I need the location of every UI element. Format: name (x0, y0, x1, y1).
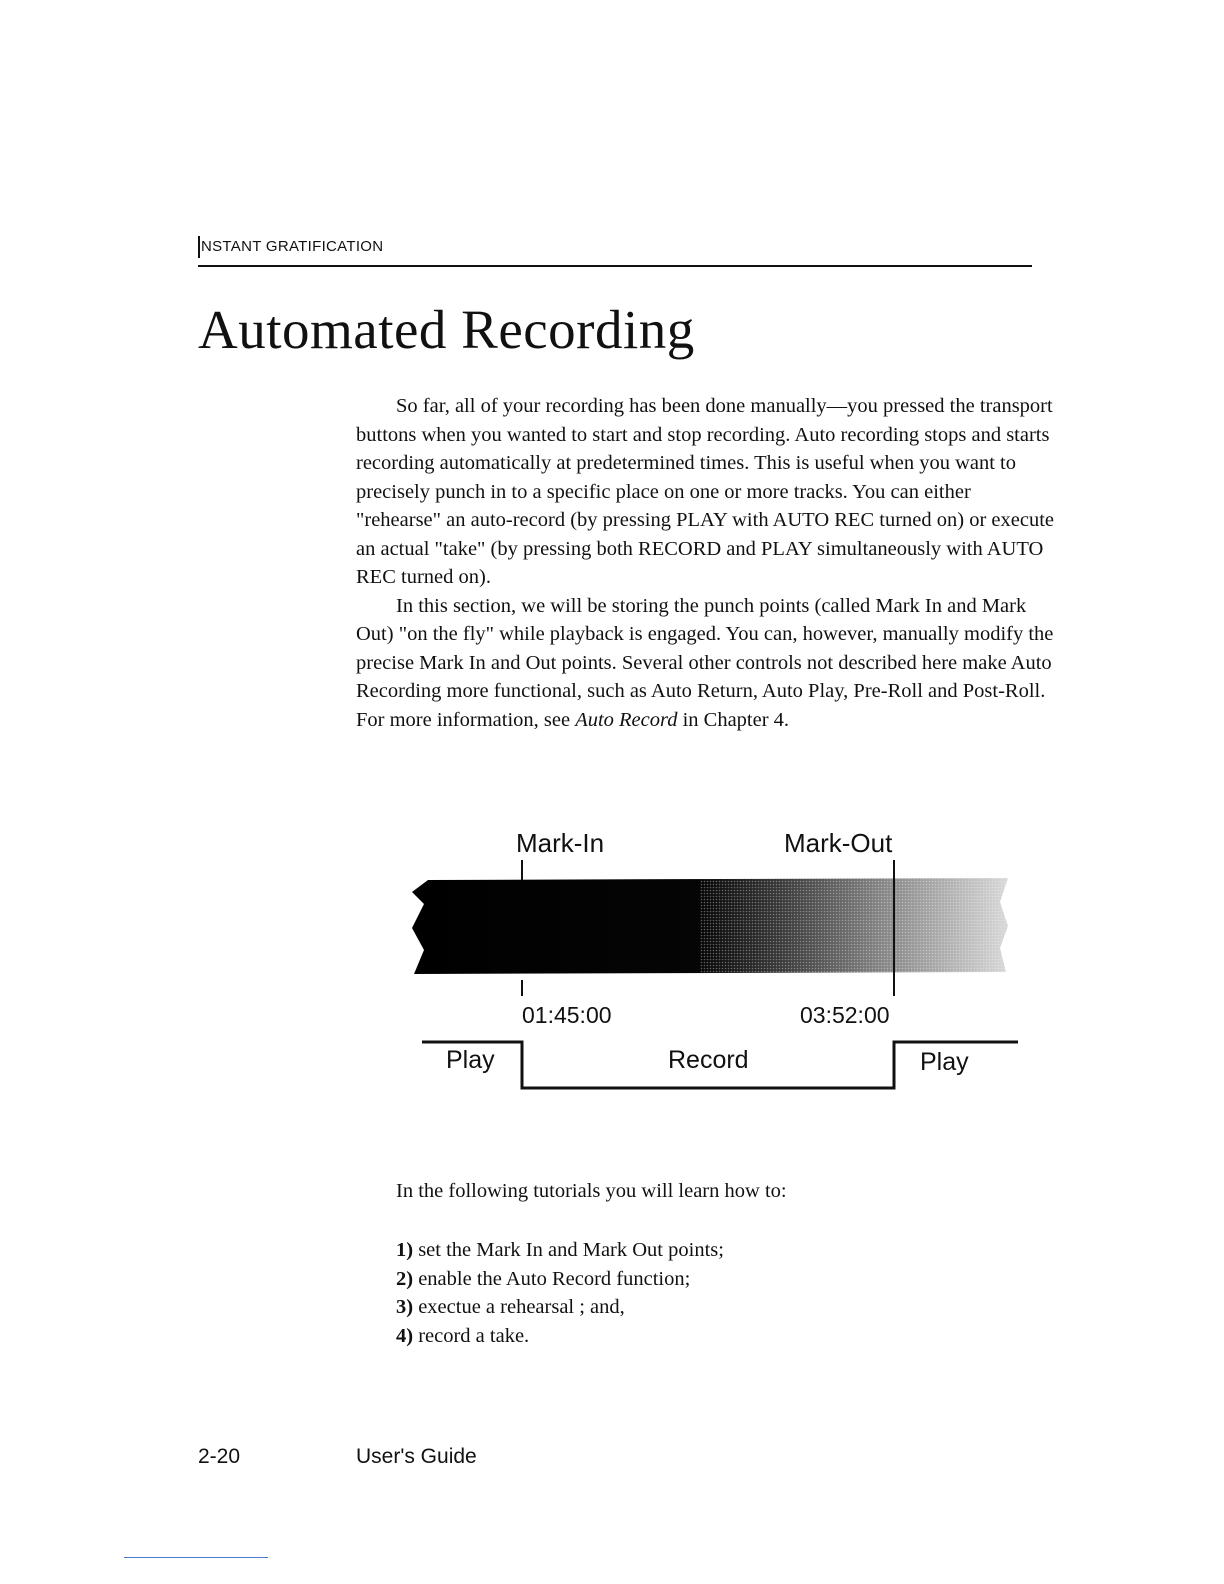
auto-record-diagram (400, 820, 1040, 1100)
list-item: 3) exectue a rehearsal ; and, (396, 1296, 625, 1318)
list-item: 4) record a take. (396, 1324, 530, 1347)
mark-in-time: 01:45:00 (522, 1002, 612, 1028)
play-right-label: Play (920, 1048, 969, 1076)
mark-in-label: Mark-In (516, 828, 605, 858)
play-left-label: Play (446, 1046, 495, 1074)
section-initial-bar (198, 236, 200, 258)
paragraph-section-info: In this section, we will be storing the punch points (called Mark In and Mark Out) "on the fly" while playback is engaged. You can, however, manually modify the precise Mark In and Out points. Several other controls not described here make Auto Recording more functional, such as Auto Return, Auto Play, Pre-Roll and Post-Roll. For more information, see Auto Record in Chapter 4. (356, 594, 1054, 731)
tutorial-steps (396, 1236, 724, 1350)
record-label: Record (668, 1046, 749, 1074)
scan-artifact-line (124, 1557, 268, 1558)
chapter-reference: Auto Record (575, 708, 678, 731)
mark-out-time: 03:52:00 (800, 1002, 890, 1028)
page-number: 2-20 (198, 1445, 241, 1468)
list-item: 1) set the Mark In and Mark Out points; (396, 1239, 724, 1261)
body-text (356, 392, 1056, 734)
section-header-text: NSTANT GRATIFICATION (201, 238, 384, 255)
mark-out-label: Mark-Out (784, 828, 893, 858)
page-title: Automated Recording (198, 299, 695, 360)
list-item: 2) enable the Auto Record function; (396, 1267, 691, 1290)
tutorial-intro: In the following tutorials you will learn how to: (396, 1180, 787, 1202)
paragraph-intro: So far, all of your recording has been done manually—you pressed the transport buttons when you wanted to start and stop recording. Auto recording stops and starts recording automatically at predetermined times. This is useful when you want to precisely punch in to a specific place on one or more tracks. You can either "rehearse" an auto-record (by pressing PLAY with AUTO REC turned on) or execute an actual "take" (by pressing both RECORD and PLAY simultaneously with AUTO REC turned on). (356, 395, 1054, 588)
guide-title: User's Guide (356, 1445, 477, 1468)
header-rule (198, 265, 1032, 267)
section-header (198, 236, 383, 258)
